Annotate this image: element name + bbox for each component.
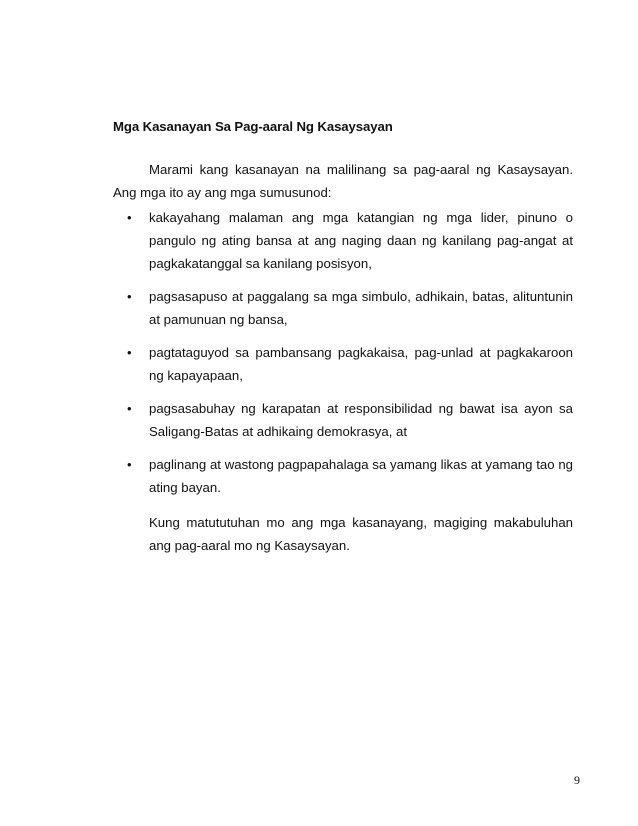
list-item — [113, 206, 573, 275]
bullet-icon: • — [127, 345, 132, 360]
list-item-text: pagsasapuso at paggalang sa mga simbulo, adhikain, batas, alituntunin at pamunuan ng bansa, — [149, 289, 573, 327]
list-item-text: kakayahang malaman ang mga katangian ng mga lider, pinuno o pangulo ng ating bansa at ang naging daan ng kanilang pag-angat at pagkakatanggal sa kanilang posisyon, — [149, 210, 573, 271]
list-item-text: paglinang at wastong pagpapahalaga sa yamang likas at yamang tao ng ating bayan. — [149, 457, 573, 495]
list-item — [113, 285, 573, 331]
bullet-icon: • — [127, 457, 132, 472]
page-number: 9 — [574, 773, 580, 787]
bullet-icon: • — [127, 289, 132, 304]
bullet-icon: • — [127, 210, 132, 225]
bullet-icon: • — [127, 401, 132, 416]
list-item — [113, 397, 573, 443]
list-item — [113, 453, 573, 499]
list-item-text: pagtataguyod sa pambansang pagkakaisa, pag-unlad at pagkakaroon ng kapayapaan, — [149, 345, 573, 383]
list-item-text: pagsasabuhay ng karapatan at responsibilidad ng bawat isa ayon sa Saligang-Batas at adhikaing demokrasya, at — [149, 401, 573, 439]
skills-list — [113, 206, 573, 499]
page-content — [113, 118, 573, 557]
closing-paragraph: Kung matututuhan mo ang mga kasanayang, magiging makabuluhan ang pag-aaral mo ng Kasaysayan. — [149, 515, 573, 553]
intro-paragraph: Marami kang kasanayan na malilinang sa pag-aaral ng Kasaysayan. Ang mga ito ay ang mga sumusunod: — [113, 162, 573, 200]
section-title: Mga Kasanayan Sa Pag-aaral Ng Kasaysayan — [113, 119, 393, 134]
list-item — [113, 341, 573, 387]
